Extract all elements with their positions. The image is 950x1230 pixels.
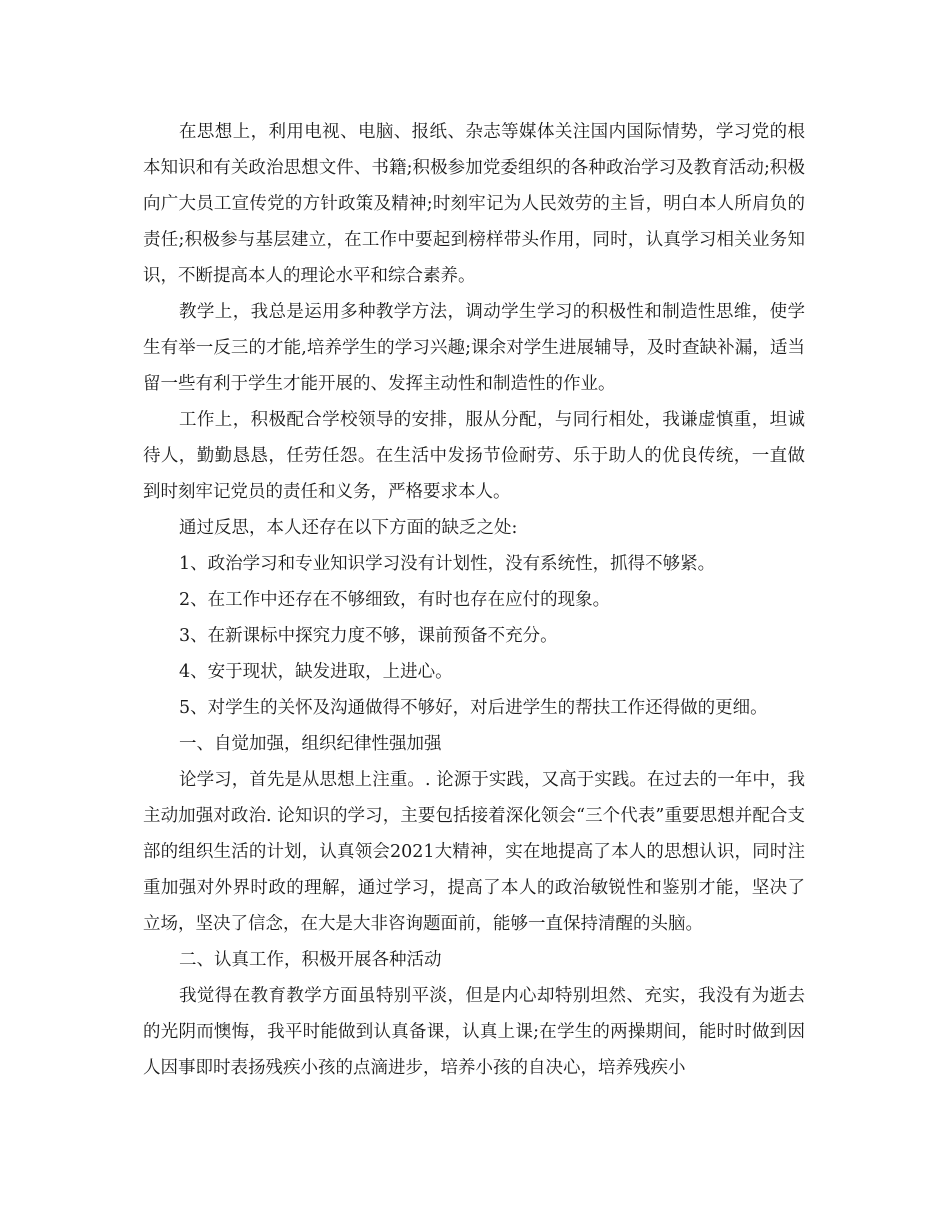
- section-heading-1: 一、自觉加强，组织纪律性强加强: [179, 734, 442, 754]
- paragraph-teaching: 教学上，我总是运用多种教学方法，调动学生学习的积极性和制造性思维，使学生有举一反三的才能,培养学生的学习兴趣;课余对学生进展辅导，及时查缺补漏，适当留一些有利于学生才能开展的、发挥主动性和制造性的作业。: [143, 302, 805, 394]
- shortcoming-item-3: 3、在新课标中探究力度不够，课前预备不充分。: [179, 626, 558, 646]
- shortcoming-item-1: 1、政治学习和专业知识学习没有计划性，没有系统性，抓得不够紧。: [179, 554, 716, 574]
- shortcoming-item-2: 2、在工作中还存在不够细致，有时也存在应付的现象。: [179, 590, 611, 610]
- shortcoming-item-4: 4、安于现状，缺发进取，上进心。: [179, 662, 453, 682]
- paragraph-reflection-intro: 通过反思，本人还存在以下方面的缺乏之处:: [179, 518, 518, 538]
- shortcoming-item-5: 5、对学生的关怀及沟通做得不够好，对后进学生的帮扶工作还得做的更细。: [179, 698, 768, 718]
- document-body: [143, 114, 805, 1086]
- paragraph-study: 论学习，首先是从思想上注重。. 论源于实践，又高于实践。在过去的一年中，我主动加强对政治. 论知识的学习，主要包括接着深化领会“三个代表”重要思想并配合支部的组织生活的计划，认真领会2021大精神，实在地提高了本人的思想认识，同时注重加强对外界时政的理解，通过学习，提高了本人的政治敏锐性和鉴别才能，坚决了立场，坚决了信念，在大是大非咨询题面前，能够一直保持清醒的头脑。: [143, 770, 805, 934]
- paragraph-ideology: 在思想上，利用电视、电脑、报纸、杂志等媒体关注国内国际情势，学习党的根本知识和有关政治思想文件、书籍;积极参加党委组织的各种政治学习及教育活动;积极向广大员工宣传党的方针政策及精神;时刻牢记为人民效劳的主旨，明白本人所肩负的责任;积极参与基层建立，在工作中要起到榜样带头作用，同时，认真学习相关业务知识，不断提高本人的理论水平和综合素养。: [143, 122, 805, 286]
- paragraph-education: 我觉得在教育教学方面虽特别平淡，但是内心却特别坦然、充实，我没有为逝去的光阴而懊悔，我平时能做到认真备课，认真上课;在学生的两操期间，能时时做到因人因事即时表扬残疾小孩的点滴进步，培养小孩的自决心，培养残疾小: [143, 986, 805, 1078]
- paragraph-work: 工作上，积极配合学校领导的安排，服从分配，与同行相处，我谦虚慎重，坦诚待人，勤勤恳恳，任劳任怨。在生活中发扬节俭耐劳、乐于助人的优良传统，一直做到时刻牢记党员的责任和义务，严格要求本人。: [143, 410, 805, 502]
- section-heading-2: 二、认真工作，积极开展各种活动: [179, 950, 442, 970]
